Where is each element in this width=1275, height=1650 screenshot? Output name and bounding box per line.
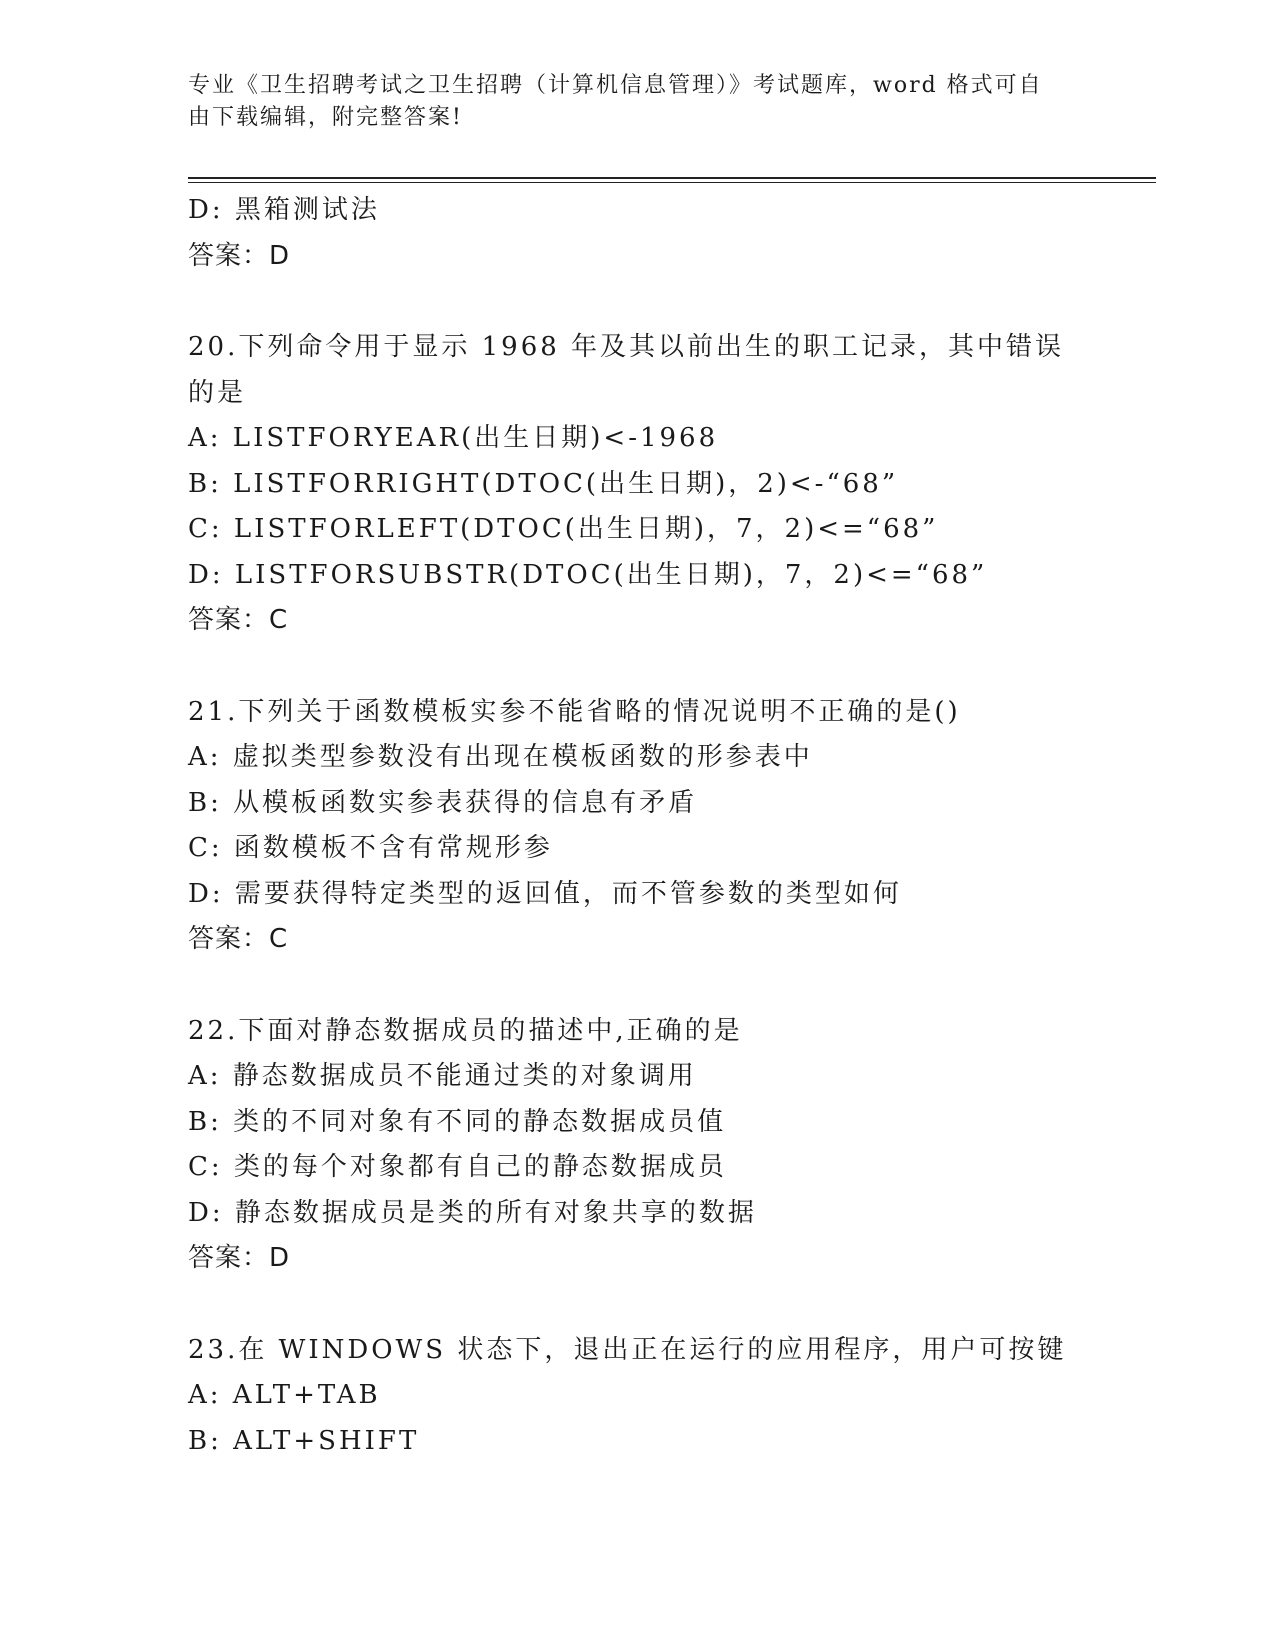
option-a: A: 虚拟类型参数没有出现在模板函数的形参表中 [188, 742, 813, 772]
answer-line: 答案：D [188, 1243, 291, 1273]
question-stem: 20.下列命令用于显示 1968 年及其以前出生的职工记录，其中错误的是 [188, 332, 1065, 408]
option-d: D: 需要获得特定类型的返回值，而不管参数的类型如何 [188, 878, 902, 909]
option-c: C: LISTFORLEFT(DTOC(出生日期)，7，2)<=“68” [188, 514, 939, 544]
header-rule-thin [188, 182, 1156, 183]
option-d: D: 静态数据成员是类的所有对象共享的数据 [188, 1197, 757, 1228]
document-header [188, 70, 1068, 134]
option-c: C: 类的每个对象都有自己的静态数据成员 [188, 1152, 727, 1182]
option-b: B: LISTFORRIGHT(DTOC(出生日期)，2)<-“68” [188, 468, 899, 499]
option-a: A: LISTFORYEAR(出生日期)<-1968 [188, 423, 719, 453]
header-rule-thick [188, 177, 1156, 179]
option-d: D: 黑箱测试法 [188, 195, 380, 225]
option-b: B: 从模板函数实参表获得的信息有矛盾 [188, 787, 698, 818]
answer-line: 答案：D [188, 240, 291, 271]
option-d: D: LISTFORSUBSTR(DTOC(出生日期)，7，2)<=“68” [188, 559, 988, 590]
question-stem: 21.下列关于函数模板实参不能省略的情况说明不正确的是() [188, 696, 961, 727]
question-22 [188, 1009, 1088, 1282]
question-21 [188, 690, 1088, 963]
option-a: A: 静态数据成员不能通过类的对象调用 [188, 1061, 697, 1091]
option-b: B: ALT+SHIFT [188, 1425, 420, 1456]
option-a: A: ALT+TAB [188, 1380, 381, 1410]
header-line-1: 专业《卫生招聘考试之卫生招聘（计算机信息管理）》考试题库，word 格式可自 [188, 73, 1043, 98]
question-stem: 23.在 WINDOWS 状态下，退出正在运行的应用程序，用户可按键 [188, 1334, 1067, 1365]
question-23 [188, 1328, 1088, 1465]
answer-line: 答案：C [188, 924, 289, 954]
question-20 [188, 325, 1088, 644]
option-c: C: 函数模板不含有常规形参 [188, 833, 553, 863]
option-b: B: 类的不同对象有不同的静态数据成员值 [188, 1106, 727, 1137]
question-list [188, 188, 1088, 1464]
answer-line: 答案：C [188, 605, 289, 635]
header-line-2: 由下载编辑，附完整答案! [188, 105, 463, 130]
question-stem: 22.下面对静态数据成员的描述中,正确的是 [188, 1015, 743, 1046]
